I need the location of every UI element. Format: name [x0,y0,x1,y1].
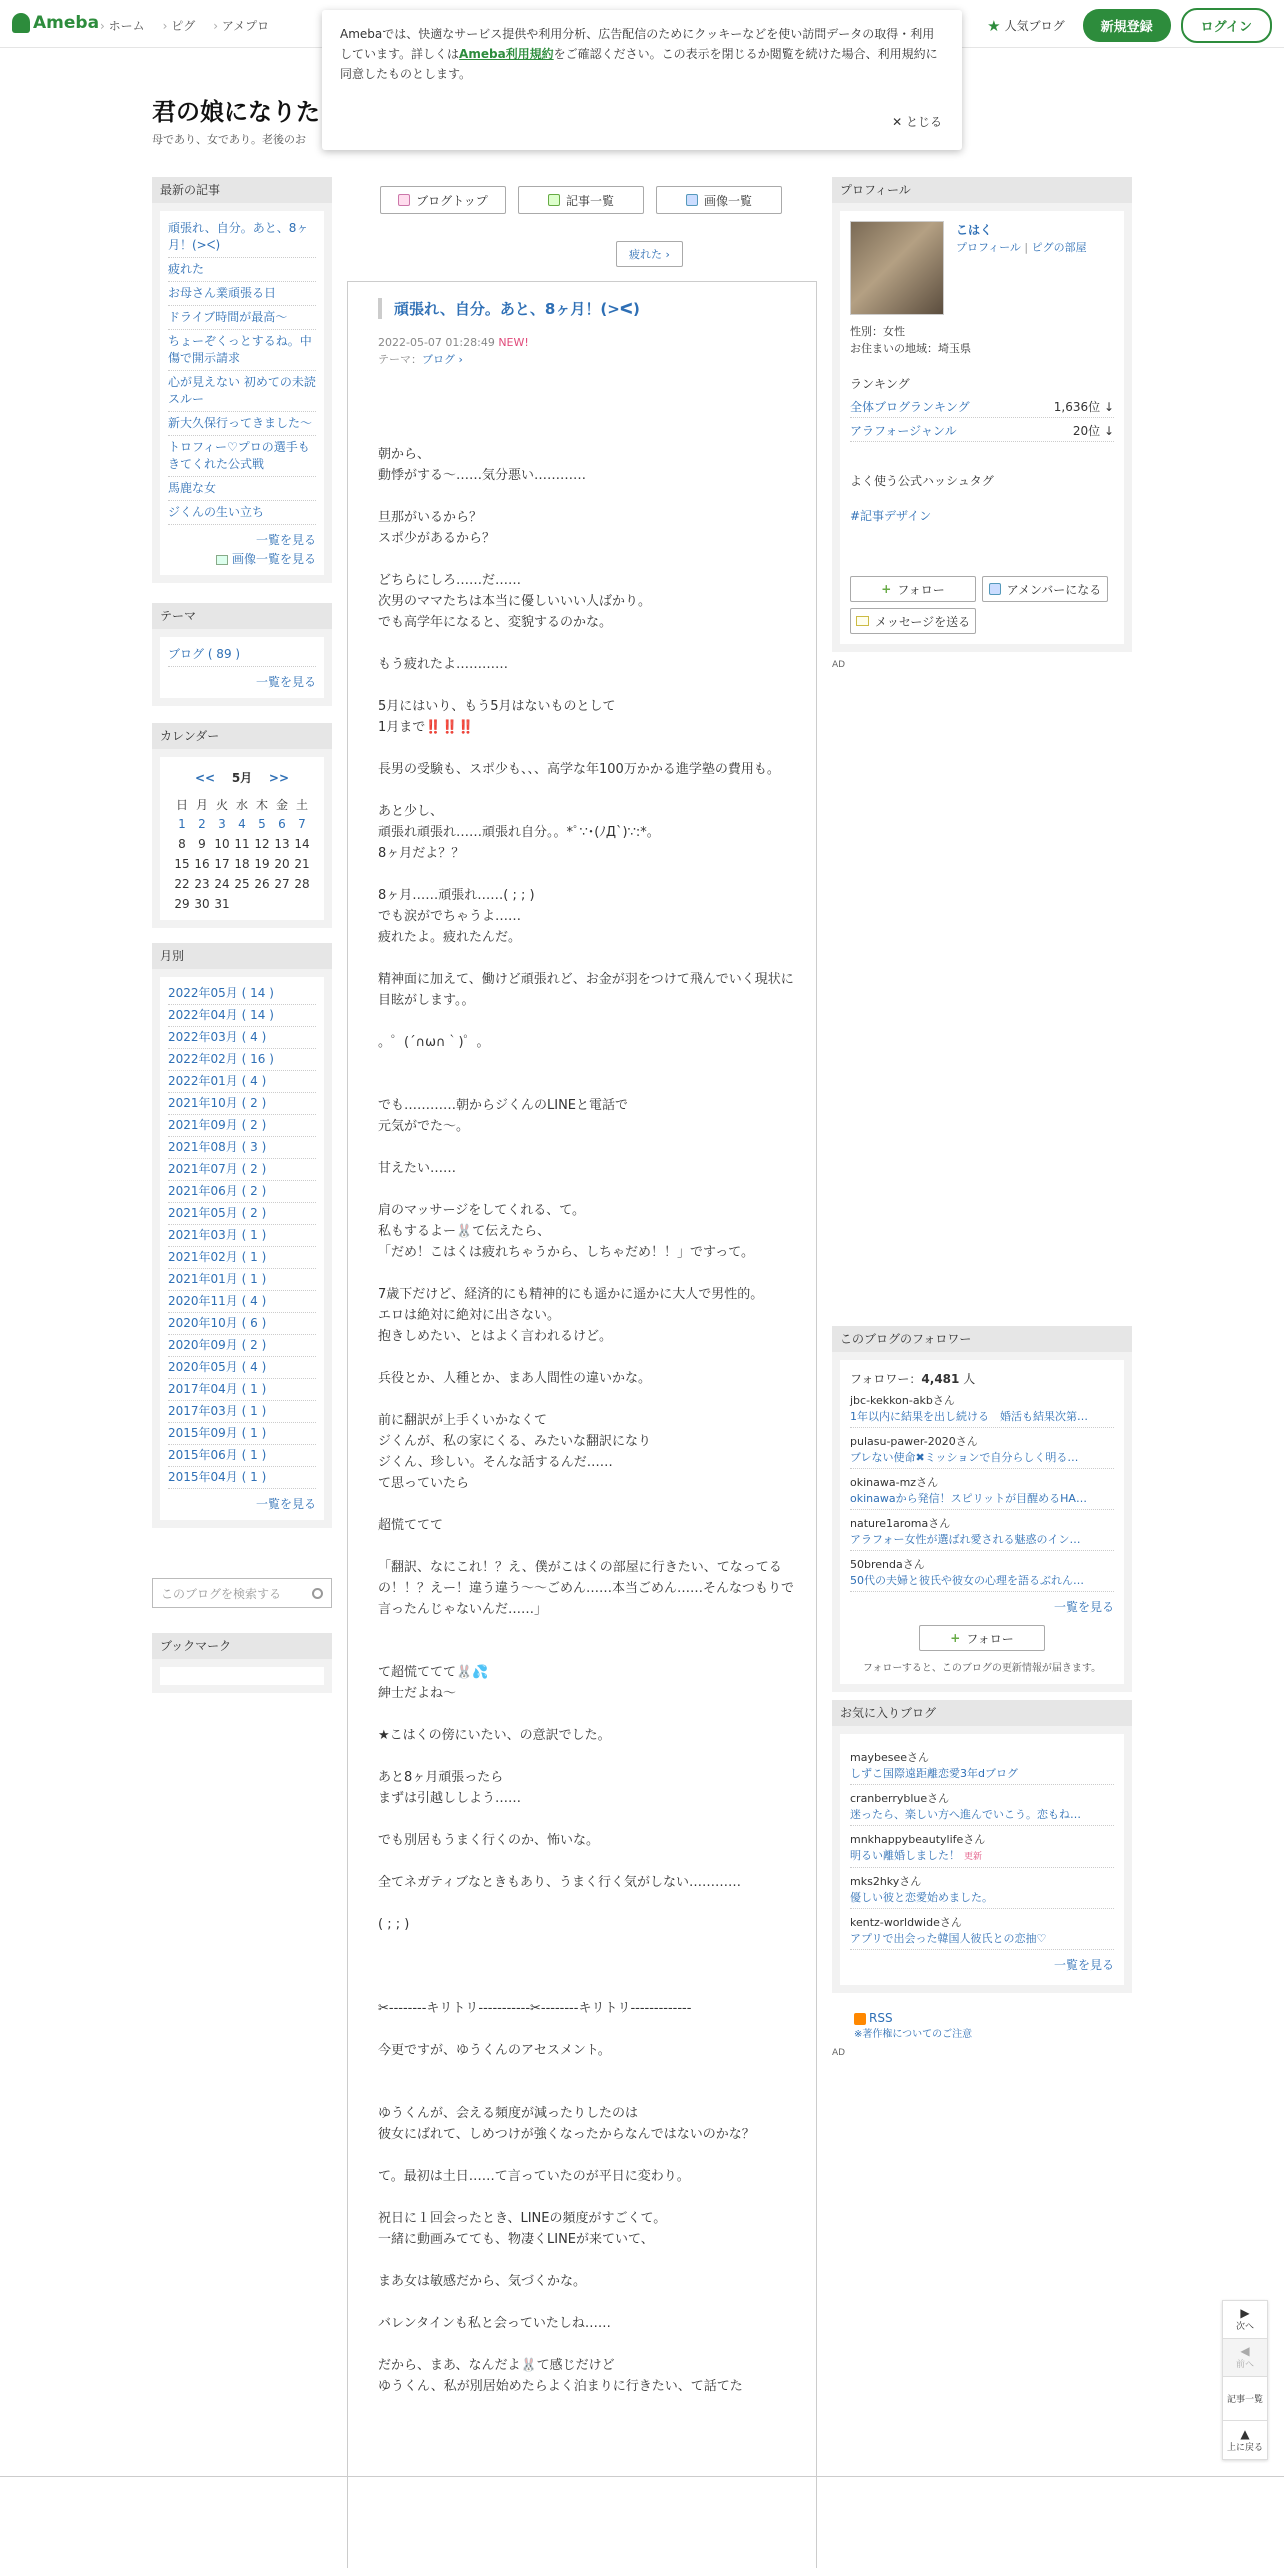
search-placeholder: このブログを検索する [161,1586,282,1601]
monthly-item[interactable]: 2021年01月 ( 1 ) [168,1269,316,1291]
recent-item[interactable]: 馬鹿な女 [168,477,316,501]
blog-top-icon [398,194,410,206]
recent-item[interactable]: 新大久保行ってきました〜 [168,412,316,436]
followers-box [832,1326,1132,1692]
favorite-blog-link[interactable] [850,1890,1114,1909]
recent-item[interactable]: ドライブ時間が最高〜 [168,306,316,330]
article-title[interactable]: 頑張れ、自分。あと、8ヶ月！(>ᐸ) [378,298,640,319]
favorite-user[interactable]: mks2hkyさん [850,1875,922,1888]
calendar-day [272,894,292,914]
message-button[interactable] [850,608,976,634]
calendar-day: 8 [178,837,186,851]
ad-label: AD [832,660,846,670]
profile-area: お住まいの地域：埼玉県 [850,342,971,355]
favorite-user[interactable]: maybeseeさん [850,1751,929,1764]
article-list-icon [548,194,560,206]
favorites-box [832,1700,1132,2058]
monthly-item[interactable]: 2021年08月 ( 3 ) [168,1137,316,1159]
follow-button-2[interactable] [919,1625,1045,1651]
prev-article-label: 疲れた [629,248,662,261]
chevron-right-icon: › [455,353,463,366]
terms-link[interactable]: Ameba利用規約 [459,47,554,61]
followers-heading: このブログのフォロワー [832,1326,1132,1352]
header-actions [987,8,1272,43]
follower-unit: 人 [963,1372,976,1386]
cookie-consent-popup [322,10,962,150]
follow-label: フォロー [897,582,945,597]
bookmark-content [160,1667,324,1685]
monthly-item[interactable]: 2021年09月 ( 2 ) [168,1115,316,1137]
monthly-item[interactable]: 2015年09月 ( 1 ) [168,1423,316,1445]
calendar-day: 22 [174,877,190,891]
search-icon[interactable] [312,1588,323,1599]
calendar-weekday: 月 [195,797,208,812]
monthly-item[interactable]: 2022年01月 ( 4 ) [168,1071,316,1093]
favorite-blog-title: 明るい離婚しました！ [850,1849,960,1862]
follower-item [850,1393,1114,1428]
theme-item[interactable]: ブログ ( 89 ) [168,643,316,667]
plus-icon: + [950,1631,961,1645]
follower-item [850,1475,1114,1510]
login-button[interactable]: ログイン [1181,8,1272,43]
monthly-item[interactable]: 2021年05月 ( 2 ) [168,1203,316,1225]
recent-item[interactable]: ジくんの生い立ち [168,501,316,525]
calendar-day [232,894,252,914]
monthly-item[interactable]: 2020年11月 ( 4 ) [168,1291,316,1313]
prev-label: 前へ [1235,2360,1254,2370]
recent-see-all-link[interactable]: 一覧を見る [255,533,316,547]
bookmark-heading: ブックマーク [152,1633,332,1659]
arrow-down-icon: ↓ [1103,400,1114,414]
recent-item[interactable]: 疲れた [168,258,316,282]
calendar-day: 18 [234,857,250,871]
monthly-item[interactable]: 2017年03月 ( 1 ) [168,1401,316,1423]
follower-blog-link[interactable]: okinawaから発信！スピリットが目醒めるHA… [850,1491,1114,1510]
calendar-next[interactable]: >> [268,771,289,785]
calendar-day[interactable]: 4 [238,817,246,831]
monthly-item[interactable]: 2021年06月 ( 2 ) [168,1181,316,1203]
monthly-item[interactable]: 2021年03月 ( 1 ) [168,1225,316,1247]
calendar-day: 17 [214,857,230,871]
favorite-item [850,1915,1114,1950]
updated-badge: 更新 [964,1852,983,1862]
favorite-blog-link[interactable] [850,1848,1114,1868]
follower-user[interactable]: okinawa-mzさん [850,1476,939,1489]
calendar-table [172,794,312,914]
calendar-day: 26 [254,877,270,891]
blog-title[interactable]: 君の娘になりた [152,98,320,126]
nav-amepro[interactable]: › アメプロ [213,17,269,34]
cookie-text-after: をご確認ください。この表示を閉じるか閲覧を続けた場合、利用規約に同意したものとします。 [340,47,938,81]
calendar-day: 9 [198,837,206,851]
recent-item[interactable]: 頑張れ、自分。あと、8ヶ月！(>ᐸ) [168,217,316,258]
follower-blog-link[interactable]: アラフォー女性が選ばれ愛される魅惑のイン… [850,1532,1114,1551]
ranking-genre-text: 20位 [1072,424,1101,438]
follower-user[interactable]: nature1aromaさん [850,1517,951,1530]
follow-note: フォローすると、このブログの更新情報が届きます。 [862,1663,1102,1674]
monthly-see-all-link[interactable]: 一覧を見る [255,1497,316,1511]
monthly-item[interactable]: 2022年03月 ( 4 ) [168,1027,316,1049]
monthly-list [160,977,324,1520]
calendar-weekday: 金 [275,797,288,812]
popular-blog-label: 人気ブログ [1004,19,1065,33]
calendar-day: 20 [274,857,290,871]
favorites-heading: お気に入りブログ [832,1700,1132,1726]
monthly-heading: 月別 [152,943,332,969]
calendar-day: 28 [294,877,310,891]
tab-image-list[interactable] [656,186,782,214]
followers-see-all-link[interactable]: 一覧を見る [1053,1600,1114,1614]
favorite-blog-link[interactable] [850,1931,1114,1950]
arrow-up-icon: ▲ [1240,2426,1250,2441]
blog-description: 母であり、女であり。老後のお [152,133,306,146]
play-icon: ▶ [1240,2306,1250,2320]
calendar-weekday: 火 [215,797,228,812]
image-list-label: 画像一覧を見る [231,552,316,566]
calendar-weekday: 水 [235,797,248,812]
bookmark-box [152,1633,332,1693]
monthly-archive-box [152,943,332,1528]
follower-blog-link[interactable]: ブレない使命✖ミッションで自分らしく明る… [850,1450,1114,1469]
follow-label: フォロー [966,1631,1014,1646]
calendar-day: 13 [274,837,290,851]
arrow-down-icon: ↓ [1103,424,1114,438]
monthly-item[interactable]: 2020年09月 ( 2 ) [168,1335,316,1357]
follower-blog-link[interactable]: 1年以内に結果を出し続ける 婚活も結果次第… [850,1409,1114,1428]
calendar-prev[interactable]: << [194,771,216,785]
recent-item[interactable]: トロフィー♡プロの選手もきてくれた公式戦 [168,436,316,477]
recent-item[interactable]: ちょーぞくっとするね。中傷で開示請求 [168,330,316,371]
recent-item[interactable]: 心が見えない 初めての未読スルー [168,371,316,412]
calendar-day: 25 [234,877,250,891]
ameba-logo-icon [12,13,30,33]
calendar-heading: カレンダー [152,723,332,749]
ranking-heading: ランキング [850,377,910,391]
monthly-item[interactable]: 2020年10月 ( 6 ) [168,1313,316,1335]
favorite-blog-link[interactable] [850,1807,1114,1826]
search-input[interactable] [152,1578,332,1608]
profile-box [832,177,1132,670]
calendar-day: 21 [294,857,310,871]
calendar-day: 16 [194,857,210,871]
tab-label: ブログトップ [416,193,488,208]
calendar-day[interactable]: 6 [278,817,286,831]
image-icon [216,555,228,565]
popular-blog-link[interactable] [987,17,1064,35]
calendar-day: 30 [194,897,210,911]
follower-count: 4,481 [921,1372,960,1386]
calendar-day[interactable]: 3 [218,817,226,831]
calendar-day [292,894,312,914]
favorite-blog-link[interactable] [850,1766,1114,1785]
hashtag-link[interactable]: #記事デザイン [850,509,932,523]
profile-heading: プロフィール [832,177,1132,203]
rss-icon [854,2013,866,2025]
global-nav [100,17,269,34]
ad-label-2: AD [832,2048,846,2058]
favorite-item [850,1832,1114,1868]
monthly-item[interactable]: 2015年04月 ( 1 ) [168,1467,316,1489]
profile-name[interactable]: こはく [956,223,993,237]
ranking-overall-link[interactable]: 全体ブログランキング [850,400,970,414]
favorite-item [850,1874,1114,1909]
monthly-item[interactable]: 2017年04月 ( 1 ) [168,1379,316,1401]
article [347,281,817,2568]
tab-label: 記事一覧 [565,193,614,208]
next-label: 次へ [1235,2322,1254,2332]
logo-text: Ameba [33,13,100,33]
calendar [160,757,324,920]
calendar-day: 23 [194,877,210,891]
follower-user[interactable]: 50brendaさん [850,1558,925,1571]
favorites-see-all-link[interactable]: 一覧を見る [1053,1958,1114,1972]
follower-count-label: フォロワー： [850,1372,922,1386]
monthly-item[interactable]: 2022年02月 ( 16 ) [168,1049,316,1071]
new-badge: NEW! [498,336,529,349]
copyright-notice-link[interactable]: ※著作権についてのご注意 [854,2029,973,2040]
favorite-user[interactable]: mnkhappybeautylifeさん [850,1833,986,1846]
theme-label: テーマ： [378,353,422,366]
favorite-item [850,1791,1114,1826]
favorite-blog-title: しずこ国際遠距離恋愛3年dブログ [850,1767,1018,1780]
nav-home[interactable]: › ホーム [100,17,145,34]
theme-box [152,603,332,706]
ameba-logo[interactable] [12,13,99,33]
calendar-weekday: 日 [175,797,188,812]
tab-article-list[interactable] [518,186,644,214]
amember-button[interactable] [982,576,1108,602]
prev-article-link[interactable] [616,241,683,267]
calendar-weekday: 土 [295,797,308,812]
follow-button[interactable] [850,576,976,602]
theme-see-all-link[interactable]: 一覧を見る [255,675,316,689]
favorites-content [840,1734,1124,1985]
ranking-overall-text: 1,636位 [1053,400,1101,414]
followers-content [840,1360,1124,1684]
pig-room-link[interactable]: ピグの部屋 [1031,241,1087,254]
hashtag-heading: よく使う公式ハッシュタグ [850,474,994,488]
image-list-link[interactable] [168,550,316,569]
rss-link[interactable] [854,2011,1132,2025]
calendar-day [252,894,272,914]
back-to-top-button[interactable] [1223,2421,1267,2459]
calendar-day: 27 [274,877,290,891]
amember-label: アメンバーになる [1006,582,1102,597]
back-icon: ◀ [1240,2344,1250,2358]
calendar-day[interactable]: 7 [298,817,306,831]
amember-icon [989,583,1001,595]
calendar-day: 19 [254,857,270,871]
mail-icon [856,616,869,626]
register-button[interactable]: 新規登録 [1083,9,1171,42]
monthly-item[interactable]: 2022年04月 ( 14 ) [168,1005,316,1027]
recent-articles-box [152,177,332,583]
calendar-day: 10 [214,837,230,851]
calendar-day: 15 [174,857,190,871]
calendar-day: 12 [254,837,270,851]
recent-heading: 最新の記事 [152,177,332,203]
recent-list [160,211,324,575]
monthly-item[interactable]: 2015年06月 ( 1 ) [168,1445,316,1467]
profile-avatar[interactable] [850,221,944,315]
favorite-blog-title: 迷ったら、楽しい方へ進んでいこう。恋もね… [850,1808,1081,1821]
tab-blog-top[interactable] [380,186,506,214]
article-body: 朝から、 動悸がする〜……気分悪い………… 旦那がいるから？ スポ少があるから？ どちらにしろ……だ…… 次男のママたちは本当に優しいいい人ばかり。 でも高学年になると、変貌するのかな。 もう疲れたよ………… 5月にはいり、もう5月はないものとして 1月まで‼️‼️‼️ 長男の受験も、スポ少も、、、高学な年100万かかる進学塾の費用も。 あと少し、 頑張れ頑張れ……頑張れ自分。。*ﾟ∵･(ﾉД`)∵:*。 8ヶ月だよ？？ 8ヶ月……頑張れ……( ; ; ) でも涙がでちゃうよ…… 疲れたよ。疲れたんだ。 精神面に加えて、働けど頑張れど、お金が羽をつけて飛んでいく現状に目眩がします。。 。゜(´∩ω∩｀)゜。 でも…………朝からジくんのLINEと電話で 元気がでた〜。 甘えたい…… 肩のマッサージをしてくれる、て。 私もするよー🐰て伝えたら、 「だめ！こはくは疲れちゃうから、しちゃだめ！！」ですって。 7歳下だけど、経済的にも精神的にも遥かに遥かに大人で男性的。 エロは絶対に絶対に出さない。 抱きしめたい、とはよく言われるけど。 兵役とか、人種とか、まあ人間性の違いかな。 前に翻訳が上手くいかなくて ジくんが、私の家にくる、みたいな翻訳になり ジくん、珍しい。そんな話するんだ…… て思っていたら 超慌ててて 「翻訳、なにこれ！？え、僕がこはくの部屋に行きたい、てなってるの！！？えー！違う違う〜〜ごめん……本当ごめん……そんなつもりで言ったんじゃないんだ……」 て超慌ててて🐰💦 紳士だよね〜 ★こはくの傍にいたい、の意訳でした。 あと8ヶ月頑張ったら まずは引越ししよう…… でも別居もうまく行くのか、怖いな。 全てネガティブなときもあり、うまく行く気がしない………… ( ; ; ) ✂--------キリトリ-----------✂--------キリトリ------------- 今更ですが、ゆうくんのアセスメント。 ゆうくんが、会える頻度が減ったりしたのは 彼女にばれて、しめつけが強くなったからなんではないのかな？ て。最初は土日……て言っていたのが平日に変わり。 祝日に１回会ったとき、LINEの頻度がすごくて。 一緒に動画みてても、物凄くLINEが来ていて、 まあ女は敏感だから、気づくかな。 バレンタインも私と会っていたしね…… だから、まあ、なんだよ🐰て感じだけど ゆうくん、私が別居始めたらよく泊まりに行きたい、て話てた [378,447,795,2394]
favorite-user[interactable]: kentz-worldwideさん [850,1916,962,1929]
profile-gender: 性別：女性 [850,325,905,338]
calendar-day: 11 [234,837,250,851]
calendar-month: 5月 [231,771,253,785]
tab-label: 画像一覧 [703,193,752,208]
next-article-button[interactable] [1223,2301,1267,2339]
monthly-item[interactable]: 2020年05月 ( 4 ) [168,1357,316,1379]
calendar-day: 24 [214,877,230,891]
article-date: 2022-05-07 01:28:49 [378,336,495,349]
ranking-overall-value [1054,398,1114,415]
ranking-genre-link[interactable]: アラフォージャンル [850,424,957,438]
follower-item [850,1516,1114,1551]
follower-blog-link[interactable]: 50代の夫婦と彼氏や彼女の心理を語るぶれん… [850,1573,1114,1592]
calendar-day: 14 [294,837,310,851]
search-box [152,1578,332,1608]
favorite-blog-title: アプリで出会った韓国人彼氏との恋抽♡ [850,1932,1047,1945]
blog-tabs [380,186,782,214]
message-label: メッセージを送る [874,614,971,629]
follower-user[interactable]: pulasu-pawer-2020さん [850,1435,978,1448]
favorite-user[interactable]: cranberryblueさん [850,1792,950,1805]
cookie-close-button[interactable]: ✕ とじる [892,115,942,129]
calendar-day: 31 [214,897,230,911]
article-list-button[interactable] [1223,2377,1267,2421]
footer-divider [0,2476,1284,2477]
calendar-weekday: 木 [255,797,268,812]
profile-content: こはく プロフィール | ピグの部屋 性別：女性 お住まいの地域：埼玉県 ランキング 全体ブログランキング 1,636位 ↓ アラフォージャンル 20位 ↓ よく使う公式ハッシュタグ #記事デザイン + フォロー アメンバーになる メッセージを送る [840,211,1124,644]
floating-nav [1222,2300,1268,2460]
monthly-item[interactable]: 2021年10月 ( 2 ) [168,1093,316,1115]
prev-article-button[interactable] [1223,2339,1267,2377]
follower-user[interactable]: jbc-kekkon-akbさん [850,1394,955,1407]
follower-item [850,1434,1114,1469]
cookie-text: Amebaでは、快適なサービス提供や利用分析、広告配信のためにクッキーなどを使い訪問データの取得・利用しています。詳しくは [340,27,935,61]
monthly-item[interactable]: 2021年02月 ( 1 ) [168,1247,316,1269]
image-list-icon [686,194,698,206]
rss-label: RSS [869,2011,893,2025]
top-label: 上に戻る [1226,2442,1263,2453]
theme-heading: テーマ [152,603,332,629]
favorite-blog-title: 優しい彼と恋愛始めました。 [850,1891,993,1904]
recent-item[interactable]: お母さん業頑張る日 [168,282,316,306]
article-meta [378,334,529,368]
article-theme-link[interactable]: ブログ [422,353,455,366]
star-icon: ★ [987,16,1001,35]
follower-item [850,1557,1114,1592]
profile-link[interactable]: プロフィール [956,241,1021,254]
calendar-box [152,723,332,928]
monthly-item[interactable]: 2021年07月 ( 2 ) [168,1159,316,1181]
nav-pigg[interactable]: › ピグ [163,17,196,34]
calendar-day[interactable]: 1 [178,817,186,831]
calendar-day: 29 [174,897,190,911]
calendar-day[interactable]: 5 [258,817,266,831]
list-label: 記事一覧 [1226,2395,1263,2405]
monthly-item[interactable]: 2022年05月 ( 14 ) [168,983,316,1005]
ranking-genre-value [1073,422,1114,439]
favorite-item [850,1750,1114,1785]
calendar-day[interactable]: 2 [198,817,206,831]
chevron-right-icon: › [665,248,670,261]
plus-icon: + [881,582,892,596]
